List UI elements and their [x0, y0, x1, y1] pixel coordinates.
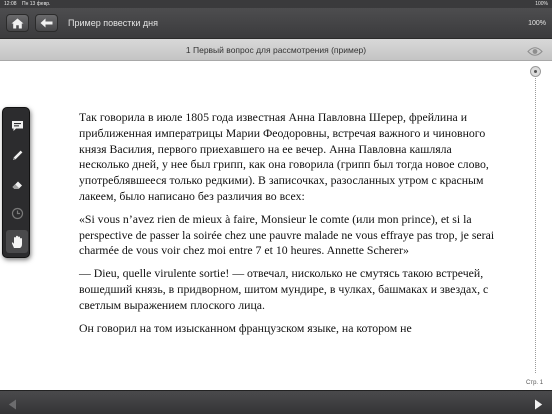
page-scroll-knob[interactable] — [530, 66, 541, 77]
pen-icon — [11, 149, 24, 162]
annotation-toolbar — [2, 107, 30, 258]
status-date: Пн 13 февр. — [22, 1, 51, 7]
page-number: Стр. 1 — [526, 380, 544, 386]
hand-icon — [10, 235, 24, 249]
history-button[interactable] — [6, 202, 28, 225]
status-bar — [0, 0, 552, 8]
home-icon — [11, 18, 24, 29]
notes-button[interactable] — [6, 114, 28, 137]
document-paragraph-2: «Si vous n’avez rien de mieux à faire, Monsieur le comte (или mon prince), et si la perspective de passer la soirée chez une pauvre malade ne vous effraye pas trop, je serai charmée de vous voir chez moi entre 7 et 10 heures. Annette Scherer» — [79, 211, 495, 258]
eraser-icon — [11, 179, 24, 191]
visibility-toggle[interactable] — [527, 44, 543, 62]
back-arrow-icon — [40, 18, 53, 28]
top-toolbar — [0, 8, 552, 39]
triangle-right-icon — [534, 399, 543, 410]
previous-page-button[interactable] — [8, 397, 17, 414]
document-paragraph-3: — Dieu, quelle virulente sortie! — отвечал, нисколько не смутясь такою встречей, вошедший князь, в придворном, шитом мундире, в чулках, башмаках и звездах, с светлым выражением плоского лица. — [79, 266, 489, 312]
agenda-item-bar — [0, 39, 552, 61]
hand-tool-button[interactable] — [6, 230, 28, 253]
page-scroll-track[interactable] — [535, 78, 536, 373]
back-button[interactable] — [35, 14, 58, 32]
notes-icon — [11, 120, 24, 132]
pen-button[interactable] — [6, 144, 28, 167]
bottom-bar — [0, 390, 552, 414]
status-battery: 100% — [535, 1, 548, 7]
document-page — [79, 110, 499, 343]
document-paragraph-4: Он говорил на том изысканном французском языке, на котором не — [79, 320, 412, 335]
triangle-left-icon — [8, 399, 17, 410]
agenda-item-title[interactable]: 1 Первый вопрос для рассмотрения (пример) — [185, 45, 367, 55]
next-page-button[interactable] — [534, 397, 543, 414]
clock-icon — [11, 207, 24, 220]
eraser-button[interactable] — [6, 173, 28, 196]
document-title: Пример повестки дня — [68, 18, 158, 28]
eye-icon — [527, 46, 543, 57]
zoom-level: 100% — [528, 20, 546, 27]
status-time: 12:08 — [4, 1, 17, 7]
document-paragraph-1: Так говорила в июле 1805 года известная Анна Павловна Шерер, фрейлина и приближенная императрицы Марии Феодоровны, встречая важного и чиновного князя Василия, первого приехавшего на ее вечер. Анна Павловна кашляла несколько дней, у нее был грипп, как она говорила (грипп был тогда новое слово, употреблявшееся только редкими). В записочках, разосланных утром с красным лакеем, было написано без различия во всех: — [79, 110, 489, 203]
home-button[interactable] — [6, 14, 29, 32]
